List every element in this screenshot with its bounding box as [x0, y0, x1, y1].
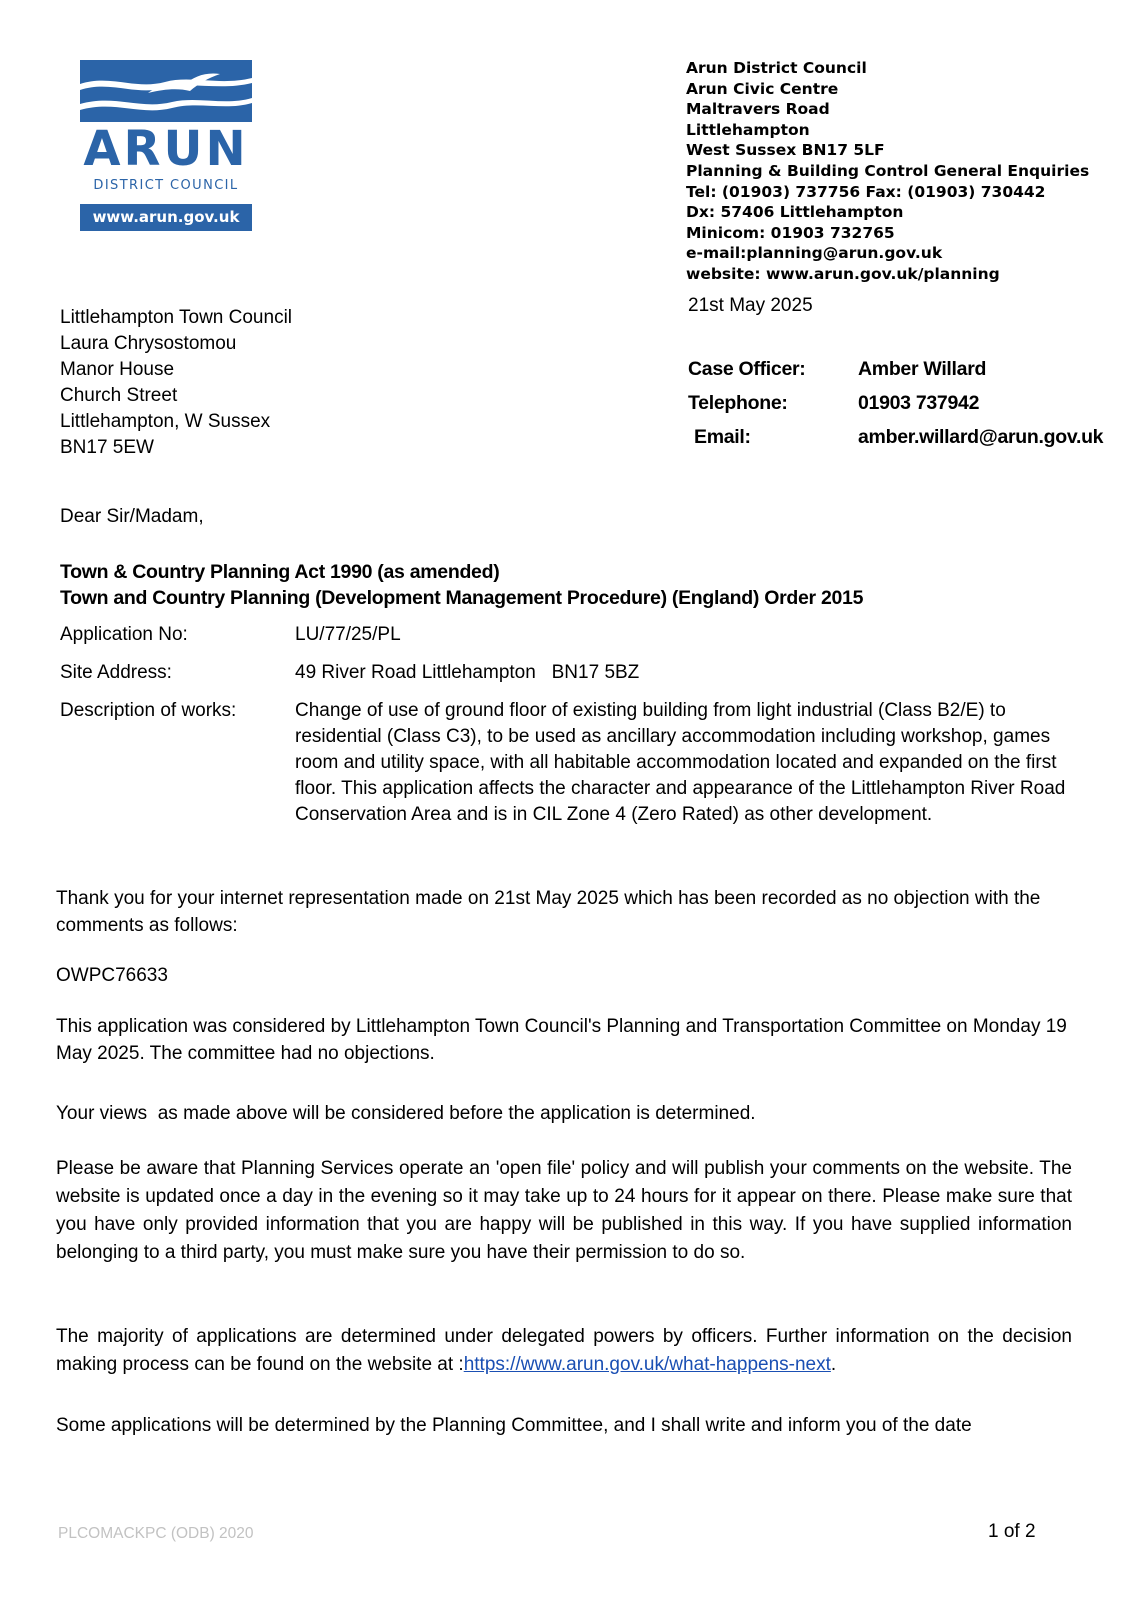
site-address-row [60, 660, 1070, 686]
what-happens-next-link[interactable]: https://www.arun.gov.uk/what-happens-next [463, 1354, 831, 1375]
salutation: Dear Sir/Madam, [60, 506, 204, 527]
letter-date: 21st May 2025 [688, 295, 813, 316]
planning-committee-paragraph: Some applications will be determined by the Planning Committee, and I shall write and inform you of the date [56, 1415, 972, 1436]
council-address-block [686, 58, 1116, 285]
description-row [60, 698, 1070, 828]
case-officer-name: Amber Willard [858, 358, 987, 380]
email-value[interactable]: amber.willard@arun.gov.uk [858, 426, 1104, 448]
address-line: Arun Civic Centre [686, 79, 839, 98]
act-heading: Town & Country Planning Act 1990 (as amended) [60, 561, 500, 583]
comment-reference: OWPC76633 [56, 965, 168, 986]
delegated-powers-text: The majority of applications are determined under delegated powers by officers. Further information on the decision making process can be found on the website at : [56, 1326, 1072, 1375]
committee-paragraph: This application was considered by Littlehampton Town Council's Planning and Transportation Committee on Monday 19 May 2025. The committee had no objections. [56, 1016, 1067, 1064]
order-heading: Town and Country Planning (Development Management Procedure) (England) Order 2015 [60, 587, 864, 609]
logo-website: www.arun.gov.uk [80, 204, 252, 231]
council-logo [80, 60, 252, 232]
address-line: Arun District Council [686, 59, 867, 77]
address-line: West Sussex BN17 5LF [686, 141, 885, 160]
logo-subtitle: DISTRICT COUNCIL [93, 178, 239, 193]
logo-name: ARUN [83, 121, 249, 177]
recipient-line: Church Street [60, 385, 178, 406]
address-line: Tel: (01903) 737756 Fax: (01903) 730442 [686, 182, 1046, 201]
telephone-value: 01903 737942 [858, 392, 980, 414]
page-number: 1 of 2 [988, 1521, 1036, 1542]
address-line: Maltravers Road [686, 100, 830, 119]
seagull-over-waves-icon [80, 60, 252, 122]
application-number-label: Application No: [60, 624, 188, 645]
address-line: Planning & Building Control General Enquiries [686, 161, 1090, 180]
address-line: Dx: 57406 Littlehampton [686, 203, 904, 222]
address-line: Minicom: 01903 732765 [686, 223, 895, 242]
site-address-label: Site Address: [60, 662, 172, 683]
email-label: Email: [694, 426, 751, 448]
address-line: Littlehampton [686, 120, 810, 139]
recipient-line: Littlehampton Town Council [60, 307, 293, 328]
footer-form-code: PLCOMACKPC (ODB) 2020 [58, 1525, 254, 1542]
case-officer-label: Case Officer: [688, 358, 806, 380]
sentence-end: . [830, 1354, 837, 1375]
recipient-address [60, 305, 292, 461]
recipient-line: BN17 5EW [60, 437, 154, 458]
description-of-works: Change of use of ground floor of existing building from light industrial (Class B2/E) to residential (Class C3), to be used as ancillary accommodation including workshop, games room and utility space, with all habitable accommodation located and expanded on the first floor. This application affects the character and appearance of the Littlehampton River Road Conservation Area and is in CIL Zone 4 (Zero Rated) as other development. [295, 700, 1066, 825]
recipient-line: Manor House [60, 359, 175, 380]
application-details [60, 622, 1070, 840]
open-file-paragraph: Please be aware that Planning Services operate an 'open file' policy and will publish your comments on the website. The website is updated once a day in the evening so it may take up to 24 hours for it appear on there. Please make sure that you have only provided information that you are happy will be published in this way. If you have supplied information belonging to a third party, you must make sure you have their permission to do so. [56, 1158, 1072, 1263]
recipient-line: Littlehampton, W Sussex [60, 411, 271, 432]
representation-paragraph: Thank you for your internet representation made on 21st May 2025 which has been recorded as no objection with the comments as follows: [56, 888, 1041, 936]
application-number: LU/77/25/PL [295, 624, 401, 645]
views-paragraph: Your views as made above will be considered before the application is determined. [56, 1103, 756, 1124]
delegated-powers-paragraph [56, 1323, 1072, 1379]
telephone-label: Telephone: [688, 392, 788, 414]
recipient-line: Laura Chrysostomou [60, 333, 237, 354]
address-line: website: www.arun.gov.uk/planning [686, 264, 1000, 283]
act-headings [60, 559, 863, 611]
site-address: 49 River Road Littlehampton BN17 5BZ [295, 662, 640, 683]
address-line: e-mail:planning@arun.gov.uk [686, 244, 943, 263]
description-label: Description of works: [60, 700, 237, 721]
application-number-row [60, 622, 1070, 648]
